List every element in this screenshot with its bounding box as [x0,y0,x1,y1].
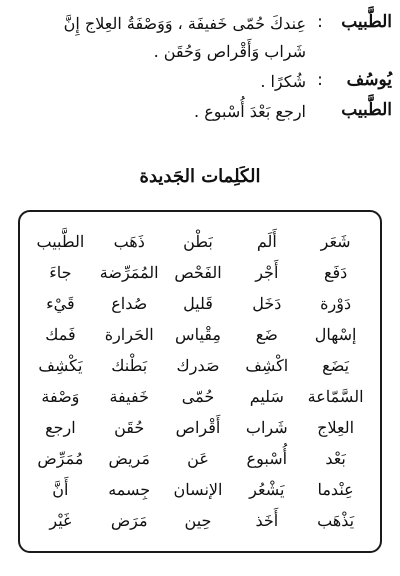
vocabulary-word: حُقَن [114,418,145,437]
vocabulary-word: ذَهَب [113,232,145,251]
vocabulary-word: المُمَرِّضة [99,263,159,282]
speech-text: ارجع بَعْدَ أُسْبوع . [194,102,306,121]
vocabulary-word: بَطْن [183,232,213,251]
vocabulary-word: أَلَم [256,232,277,251]
vocabulary-word: وَصْفة [41,387,80,406]
vocabulary-word: صُداع [111,294,148,313]
vocabulary-word: دَخَل [252,294,282,313]
vocabulary-word: صَدرك [176,356,220,375]
vocabulary-word: اكْشِف [245,356,289,375]
vocabulary-word: أَجْر [255,263,279,282]
vocabulary-word: مِقْياس [175,325,221,344]
vocabulary-word: يَضَع [322,356,350,375]
section-title: الكَلِمات الجَديدة [139,166,261,187]
vocabulary-word: بَطْنك [111,356,148,375]
vocabulary-word: الفَحْص [174,263,222,282]
vocabulary-word: دَوْرة [320,294,352,313]
vocabulary-word: الحَرارة [104,325,154,344]
vocabulary-word: مَريض [108,449,150,468]
vocabulary-word: ضَع [255,325,278,344]
speech-text: شَراب وَأَقْراص وَحُقَن . [153,42,306,61]
vocabulary-word: دَفَع [323,263,348,282]
vocabulary-word: السَّمّاعة [307,387,364,406]
dialogue-line [8,12,392,40]
vocabulary-word: جِسمه [108,480,151,499]
dialogue-line [8,70,392,100]
vocabulary-word: ارجع [45,418,76,437]
speech-text: عِندكَ حُمّى خَفيفَة ، وَوَصْفَةُ العِلاج إِنَّ [63,14,306,33]
vocabulary-word: إسْهال [314,325,357,344]
speaker-label: يُوسُف [346,70,392,90]
vocabulary-word: يَشْعُر [249,480,285,499]
speech-text: شُكرًا . [260,72,306,91]
vocabulary-word: مَرَض [110,511,148,530]
vocabulary-word: حِين [184,511,212,530]
colon: : [317,12,323,32]
colon: : [317,70,323,90]
vocabulary-word: فَمك [45,325,76,344]
vocabulary-word: سَليم [249,387,284,406]
vocabulary-word: أَنَّ [52,480,69,499]
vocabulary-word: شَراب [245,418,288,437]
vocabulary-word: جاءَ [49,263,72,282]
vocabulary-word: أَخَذ [255,511,279,530]
vocabulary-word: مُمَرِّض [37,449,84,468]
vocabulary-word: يَكْشِف [38,356,83,375]
vocabulary-word: أُسْبوع [246,449,288,468]
vocabulary-word: قَيْء [46,294,75,313]
vocabulary-word: غَيْر [49,511,72,530]
vocabulary-word: الإنسان [173,480,223,499]
vocabulary-word: عِنْدما [317,480,354,499]
vocabulary-word: الطَّبيب [36,232,85,251]
dialogue-line-continuation [8,40,392,70]
vocabulary-word: عَن [187,449,209,468]
speaker-label: الطَّبيب [341,12,392,32]
vocabulary-word: خَفيفة [109,387,149,406]
speaker-label: الطَّبيب [341,100,392,120]
vocabulary-grid [26,226,370,536]
dialogue [8,12,392,132]
dialogue-line [8,100,392,132]
vocabulary-word: حُمّى [181,387,215,406]
vocabulary-word: بَعْد [325,449,346,468]
vocabulary-word: العِلاج [317,418,355,437]
vocabulary-word: شَعَر [320,232,351,251]
vocabulary-box [18,210,382,553]
vocabulary-word: أَقْراص [175,418,221,437]
vocabulary-word: يَذْهَب [317,511,355,530]
vocabulary-word: قَليل [183,294,213,313]
